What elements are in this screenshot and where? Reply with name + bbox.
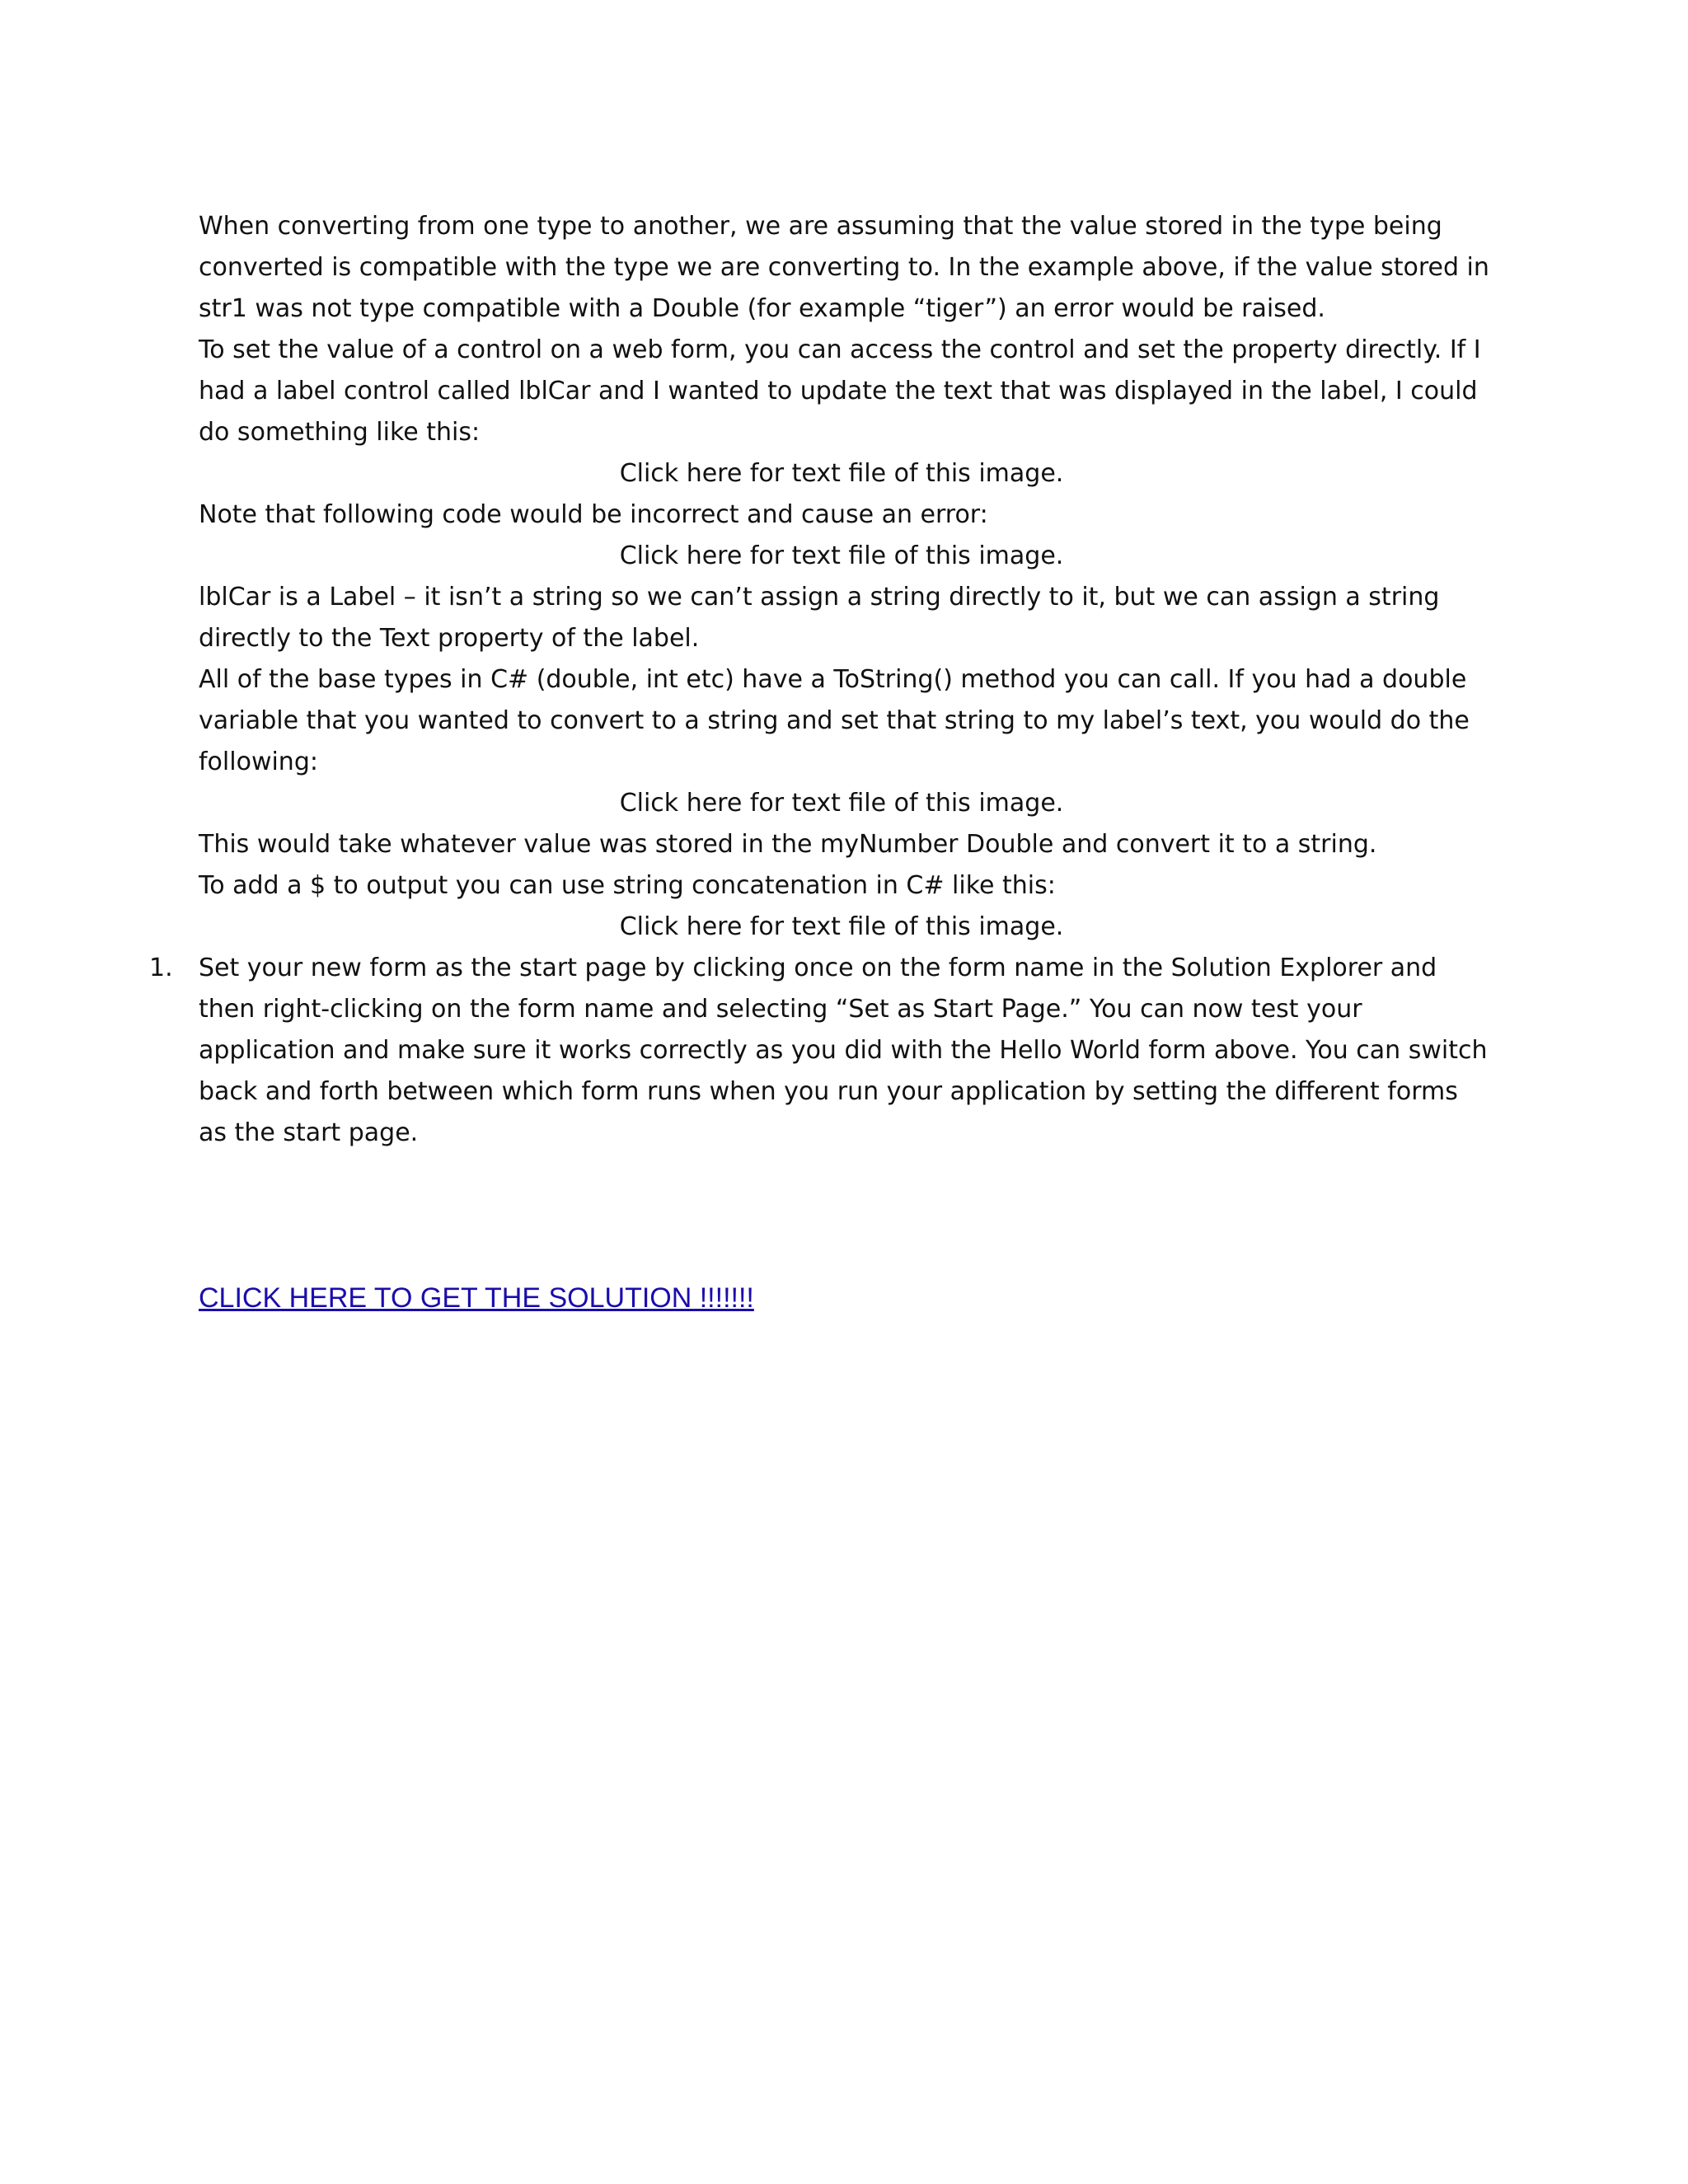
paragraph-tostring: All of the base types in C# (double, int etc) have a ToString() method you can call. If you had a double variable that you wanted to convert to a string and set that string to my label’s text, you would do the following: (199, 665, 1470, 776)
list-item (149, 948, 1493, 1154)
paragraph-label-explanation: lblCar is a Label – it isn’t a string so we can’t assign a string directly to it, but we can assign a string directly to the Text property of the label. (199, 583, 1440, 653)
document-body (149, 206, 1493, 1320)
paragraph-set-control-value: To set the value of a control on a web form, you can access the control and set the property directly. If I had a label control called lblCar and I wanted to update the text that was displayed in the label, I could do something like this: (199, 335, 1481, 447)
image-text-link-2[interactable]: Click here for text file of this image. (619, 541, 1064, 570)
paragraph-type-conversion: When converting from one type to another, we are assuming that the value stored in the type being converted is compatible with the type we are converting to. In the example above, if the value stored in str1 was not type compatible with a Double (for example “tiger”) an error would be raised. (199, 212, 1489, 323)
image-text-link-1[interactable]: Click here for text file of this image. (619, 459, 1064, 488)
list-item-text: Set your new form as the start page by clicking once on the form name in the Solution Explorer and then right-clicking on the form name and selecting “Set as Start Page.” You can now test your application and make sure it works correctly as you did with the Hello World form above. You can switch back and forth between which form runs when you run your application by setting the different forms as the start page. (199, 954, 1488, 1147)
image-text-link-3[interactable]: Click here for text file of this image. (619, 789, 1064, 818)
paragraph-mynumber: This would take whatever value was stored in the myNumber Double and convert it to a string. (199, 830, 1377, 859)
get-solution-link[interactable]: CLICK HERE TO GET THE SOLUTION !!!!!!! (199, 1282, 754, 1314)
image-text-link-4[interactable]: Click here for text file of this image. (619, 912, 1064, 941)
list-item-marker: 1. (149, 954, 173, 982)
paragraph-concatenation: To add a $ to output you can use string concatenation in C# like this: (199, 871, 1056, 900)
solution-link-container (199, 1277, 1493, 1320)
paragraph-note-error: Note that following code would be incorrect and cause an error: (199, 500, 988, 529)
